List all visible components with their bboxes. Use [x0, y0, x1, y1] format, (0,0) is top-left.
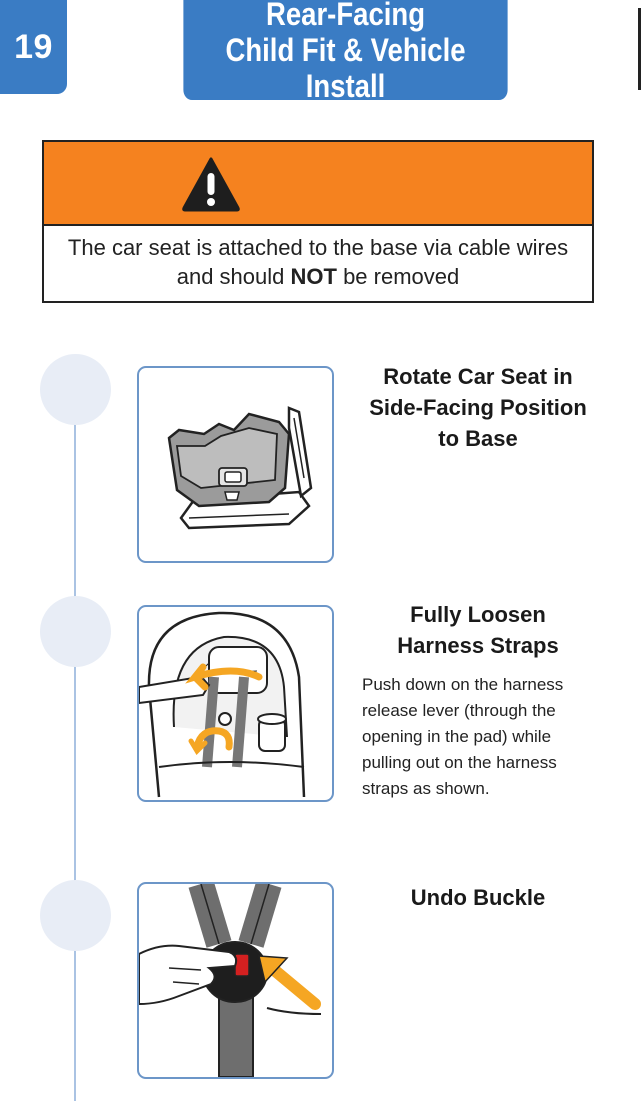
step-2-title-line-2: Harness Straps	[397, 633, 559, 658]
warning-message	[44, 226, 592, 291]
step-3-title-line-1: Undo Buckle	[410, 885, 546, 910]
step-1-title-line-3: to Base	[438, 426, 518, 451]
section-title	[183, 0, 507, 104]
warning-box	[42, 140, 594, 303]
section-title-line-2: Child Fit & Vehicle Install	[225, 32, 466, 104]
step-2-desc-line-3: opening in the pad) while	[362, 727, 552, 746]
warning-line-2	[44, 262, 592, 291]
warning-line-1: The car seat is attached to the base via cable wires	[67, 235, 569, 260]
warning-emphasis: NOT	[290, 264, 337, 289]
harness-loosen-illustration	[139, 607, 332, 800]
step-2-marker	[40, 596, 111, 667]
step-3-title	[360, 882, 596, 913]
warning-line-2-end: be removed	[336, 264, 460, 289]
warning-line-2-start: and should	[176, 264, 291, 289]
warning-triangle-icon	[181, 156, 241, 212]
step-2-desc-line-1: Push down on the harness	[362, 675, 564, 694]
step-3-image	[137, 882, 334, 1079]
step-1-marker	[40, 354, 111, 425]
section-title-line-1: Rear-Facing	[265, 0, 426, 32]
step-2-desc-line-5: straps as shown.	[362, 779, 490, 798]
step-2-title-line-1: Fully Loosen	[410, 602, 546, 627]
step-2-desc-line-2: release lever (through the	[362, 701, 556, 720]
page-number-badge	[0, 0, 67, 94]
car-seat-on-base-illustration	[139, 368, 332, 561]
step-1-image	[137, 366, 334, 563]
step-2-title	[360, 599, 596, 661]
step-1-title	[360, 361, 596, 454]
warning-header	[44, 142, 592, 226]
step-3-marker	[40, 880, 111, 951]
step-2-description	[362, 672, 602, 802]
step-2-image	[137, 605, 334, 802]
steps-timeline-line	[74, 420, 76, 1101]
undo-buckle-illustration	[139, 884, 332, 1077]
step-1-title-line-1: Rotate Car Seat in	[383, 364, 573, 389]
step-2-desc-line-4: pulling out on the harness	[362, 753, 557, 772]
page-number: 19	[14, 27, 53, 66]
step-1-title-line-2: Side-Facing Position	[369, 395, 587, 420]
